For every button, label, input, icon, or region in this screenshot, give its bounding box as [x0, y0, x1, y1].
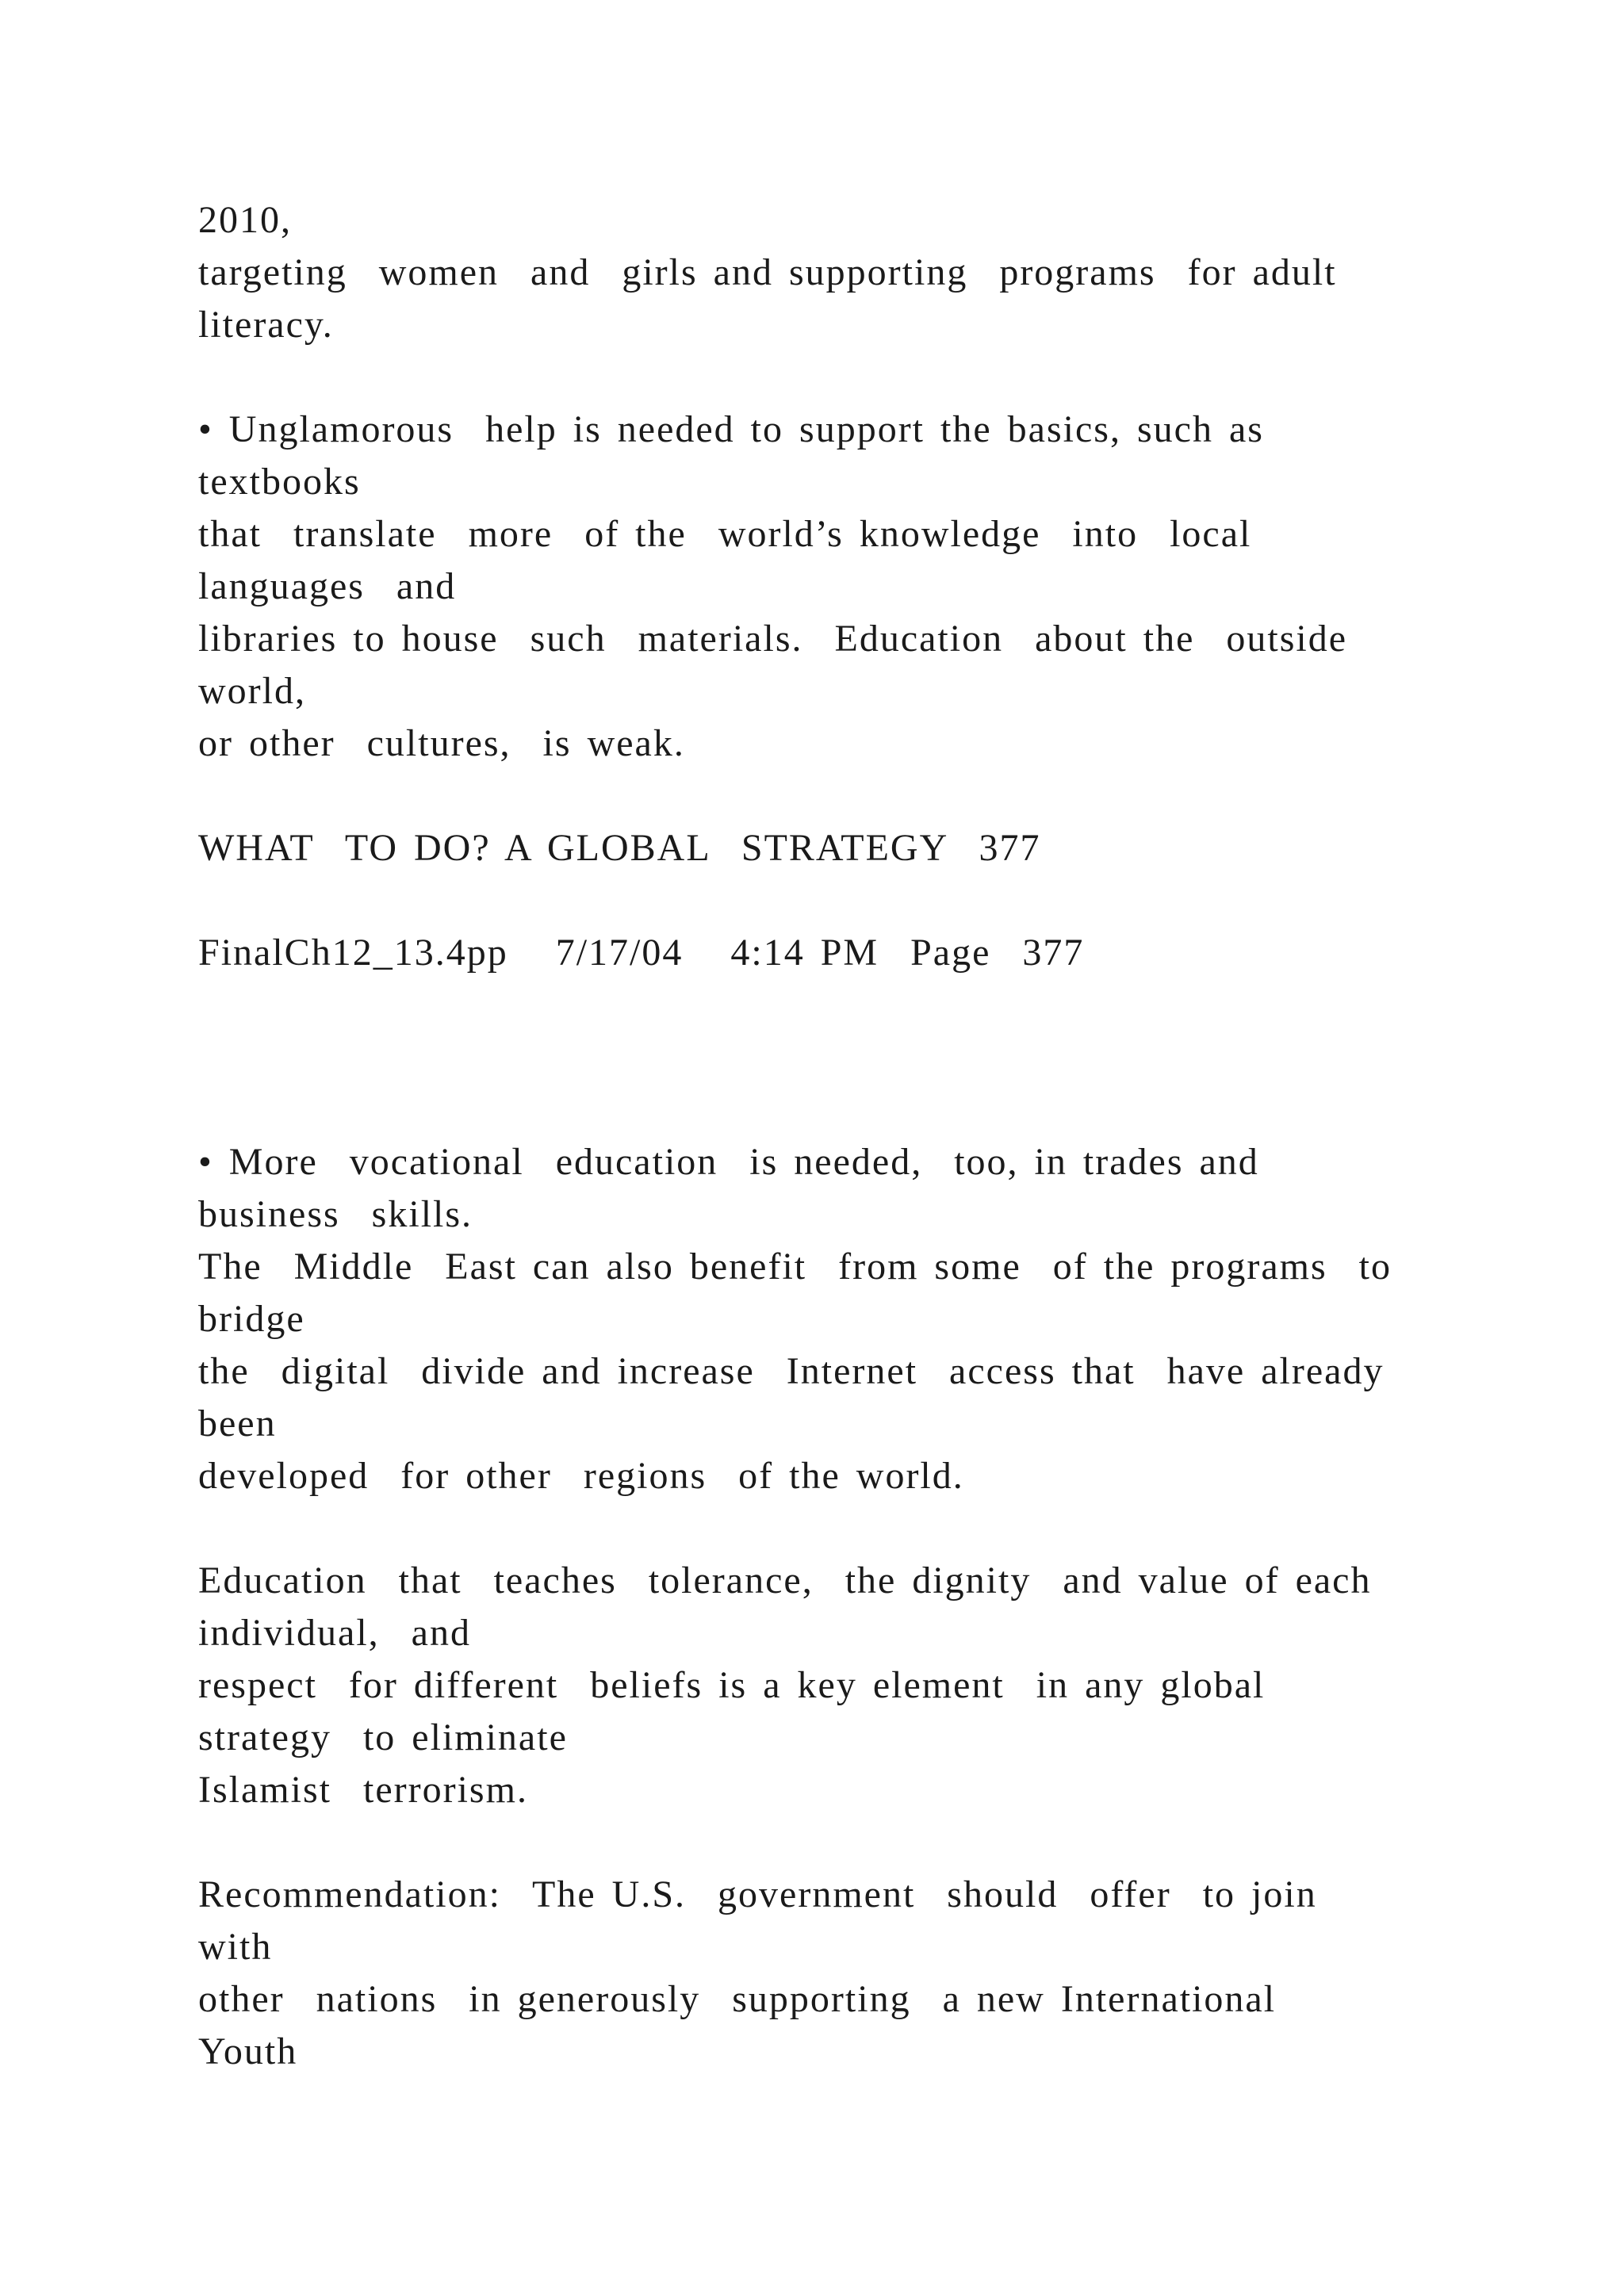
text-line: with	[198, 1926, 273, 1968]
text-line: textbooks	[198, 461, 361, 503]
text-line: developed for other regions of the world.	[198, 1455, 964, 1497]
text-line: individual, and	[198, 1612, 471, 1654]
bullet-item-line: • More vocational education is needed, too, in trades and	[198, 1141, 1259, 1183]
text-line: languages and	[198, 565, 457, 607]
running-header: WHAT TO DO? A GLOBAL STRATEGY 377	[198, 827, 1041, 869]
text-line: bridge	[198, 1298, 305, 1340]
bullet-item-line: • Unglamorous help is needed to support the basics, such as	[198, 408, 1264, 450]
text-line: Education that teaches tolerance, the dignity and value of each	[198, 1559, 1372, 1601]
text-line: strategy to eliminate	[198, 1716, 568, 1758]
text-line: been	[198, 1402, 277, 1445]
print-slug: FinalCh12_13.4pp 7/17/04 4:14 PM Page 377	[198, 932, 1085, 974]
text-line: 2010,	[198, 199, 292, 241]
text-line: targeting women and girls and supporting programs for adult	[198, 251, 1337, 293]
text-line: that translate more of the world’s knowledge into local	[198, 513, 1252, 555]
text-line: The Middle East can also benefit from some of the programs to	[198, 1246, 1392, 1288]
text-line: literacy.	[198, 304, 334, 346]
text-line: the digital divide and increase Internet access that have already	[198, 1350, 1385, 1392]
text-line: Islamist terrorism.	[198, 1769, 528, 1811]
text-line: or other cultures, is weak.	[198, 722, 685, 764]
text-line: respect for different beliefs is a key element in any global	[198, 1664, 1266, 1706]
text-line: business skills.	[198, 1193, 473, 1235]
text-line: Youth	[198, 2030, 298, 2072]
text-line: other nations in generously supporting a new International	[198, 1978, 1277, 2020]
text-line: world,	[198, 670, 306, 712]
recommendation-line: Recommendation: The U.S. government should offer to join	[198, 1873, 1317, 1915]
text-line: libraries to house such materials. Education about the outside	[198, 618, 1348, 660]
